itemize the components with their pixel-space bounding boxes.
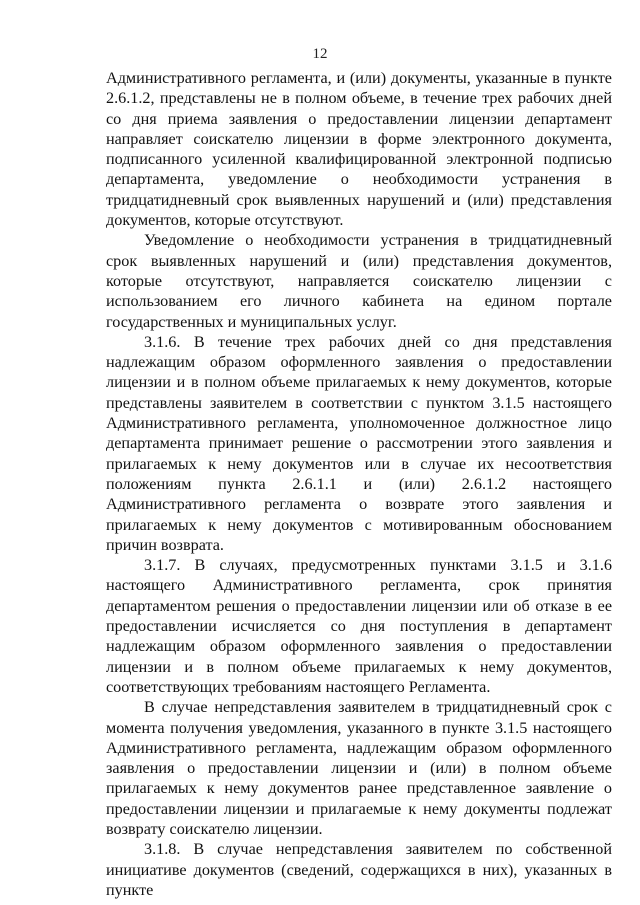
paragraph: Уведомление о необходимости устранения в тридцатидневный срок выявленных нарушений и (или) представления документов, которые отсутствуют, направляется соискателю лицензии с использованием его личного кабинета на едином портале государственных и муниципальных услуг.	[106, 231, 612, 331]
page-number: 12	[312, 46, 328, 62]
paragraph: В случае непредставления заявителем в тридцатидневный срок с момента получения уведомления, указанного в пункте 3.1.5 настоящего Административного регламента, надлежащим образом оформленного заявления о предоставлении лицензии и (или) в полном объеме прилагаемых к нему документов ранее представленное заявление о предоставлении лицензии и прилагаемые к нему документы подлежат возврату соискателю лицензии.	[106, 698, 612, 838]
paragraph: Административного регламента, и (или) документы, указанные в пункте 2.6.1.2, представлены не в полном объеме, в течение трех рабочих дней со дня приема заявления о предоставлении лицензии департамент направляет соискателю лицензии в форме электронного документа, подписанного усиленной квалифицированной электронной подписью департамента, уведомление о необходимости устранения в тридцатидневный срок выявленных нарушений и (или) представления документов, которые отсутствуют.	[106, 69, 612, 230]
document-body	[106, 68, 612, 900]
paragraph: 3.1.8. В случае непредставления заявителем по собственной инициативе документов (сведений, содержащихся в них), указанных в пункте	[106, 840, 612, 899]
paragraph: 3.1.6. В течение трех рабочих дней со дня представления надлежащим образом оформленного заявления о предоставлении лицензии и в полном объеме прилагаемых к нему документов, которые представлены заявителем в соответствии с пунктом 3.1.5 настоящего Административного регламента, уполномоченное должностное лицо департамента принимает решение о рассмотрении этого заявления и прилагаемых к нему документов или в случае их несоответствия положениям пункта 2.6.1.1 и (или) 2.6.1.2 настоящего Административного регламента о возврате этого заявления и прилагаемых к нему документов с мотивированным обоснованием причин возврата.	[106, 332, 612, 554]
paragraph: 3.1.7. В случаях, предусмотренных пунктами 3.1.5 и 3.1.6 настоящего Административного регламента, срок принятия департаментом решения о предоставлении лицензии или об отказе в ее предоставлении исчисляется со дня поступления в департамент надлежащим образом оформленного заявления о предоставлении лицензии и в полном объеме прилагаемых к нему документов, соответствующих требованиям настоящего Регламента.	[106, 556, 612, 696]
